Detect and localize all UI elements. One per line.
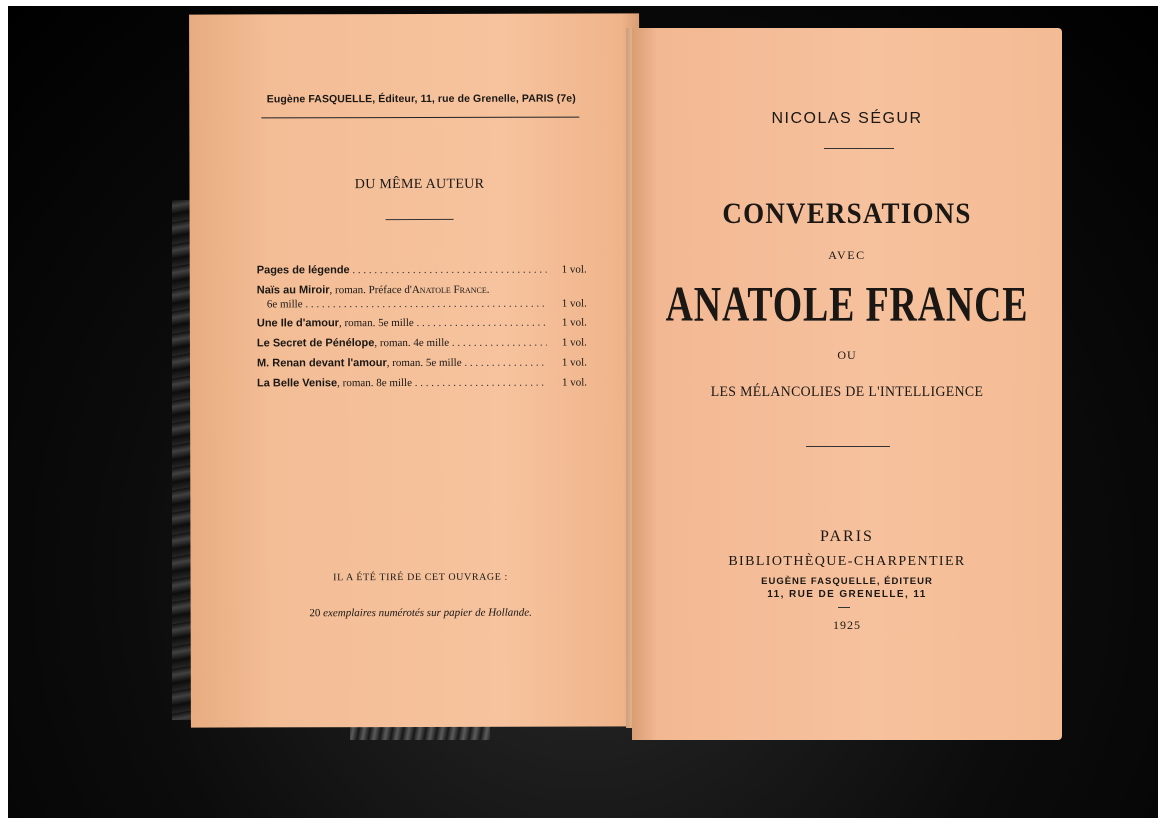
work-volumes: 1 vol. (561, 356, 587, 369)
list-item (257, 337, 587, 352)
work-title: Le Secret de Pénélope (256, 337, 375, 350)
imprint-editor: EUGÈNE FASQUELLE, ÉDITEUR (761, 576, 933, 587)
work-detail: , roman. 5e mille (338, 317, 414, 330)
imprint-address: 11, RUE DE GRENELLE, 11 (767, 589, 927, 600)
imprint-city: PARIS (820, 528, 874, 545)
work-title: M. Renan devant l'amour (256, 356, 387, 370)
work-title: Pages de légende (256, 264, 350, 277)
subtitle: LES MÉLANCOLIES DE L'INTELLIGENCE (710, 384, 984, 400)
list-item: Naïs au Miroir, roman. Préface d'Anatole France. 6e mille . . . 1 vol. (257, 283, 587, 311)
title-line-1: CONVERSATIONS (722, 196, 972, 230)
work-title: Naïs au Miroir (256, 283, 330, 297)
copies-count: 20 (309, 607, 321, 620)
work-volumes: 1 vol. (561, 297, 587, 310)
works-list (257, 264, 587, 397)
header-rule (261, 117, 579, 119)
title-line-2: ANATOLE FRANCE (665, 277, 1029, 332)
work-title: Une Ile d'amour (256, 317, 339, 330)
work-detail: , roman. 8e mille (337, 376, 413, 389)
subtitle-connector: OU (837, 348, 857, 362)
copies-note (251, 607, 591, 620)
publication-year: 1925 (833, 618, 861, 632)
work-detail: , roman. 4e mille (374, 336, 450, 350)
right-page (632, 28, 1062, 740)
work-volumes: 1 vol. (561, 336, 587, 349)
work-title: La Belle Venise (257, 376, 338, 389)
title-connector: AVEC (828, 248, 866, 262)
print-run-note: IL A ÉTÉ TIRÉ DE CET OUVRAGE : (333, 571, 508, 584)
author-rule (824, 148, 894, 149)
copies-text: exemplaires numérotés sur papier de Hollande. (323, 606, 532, 620)
work-detail: , roman. 5e mille (386, 356, 462, 369)
work-detail: , roman. Préface d' (329, 283, 412, 296)
year-rule (838, 607, 850, 608)
work-volumes: 1 vol. (561, 376, 588, 389)
section-heading: DU MÊME AUTEUR (354, 176, 485, 193)
heading-rule (386, 219, 454, 220)
imprint-library: BIBLIOTHÈQUE-CHARPENTIER (728, 554, 966, 569)
author-name: NICOLAS SÉGUR (771, 110, 923, 127)
list-item (257, 356, 587, 371)
list-item (257, 264, 587, 279)
publisher-header: Eugène FASQUELLE, Éditeur, 11, rue de Grenelle, PARIS (7e) (266, 92, 576, 106)
work-detail-line2: 6e mille . . . (257, 297, 547, 312)
preface-author: Anatole France (411, 283, 487, 296)
left-page (189, 13, 641, 727)
work-volumes: 1 vol. (561, 263, 587, 276)
work-volumes: 1 vol. (561, 316, 587, 329)
title-rule (806, 446, 890, 447)
list-item (257, 376, 587, 391)
list-item (257, 317, 587, 332)
